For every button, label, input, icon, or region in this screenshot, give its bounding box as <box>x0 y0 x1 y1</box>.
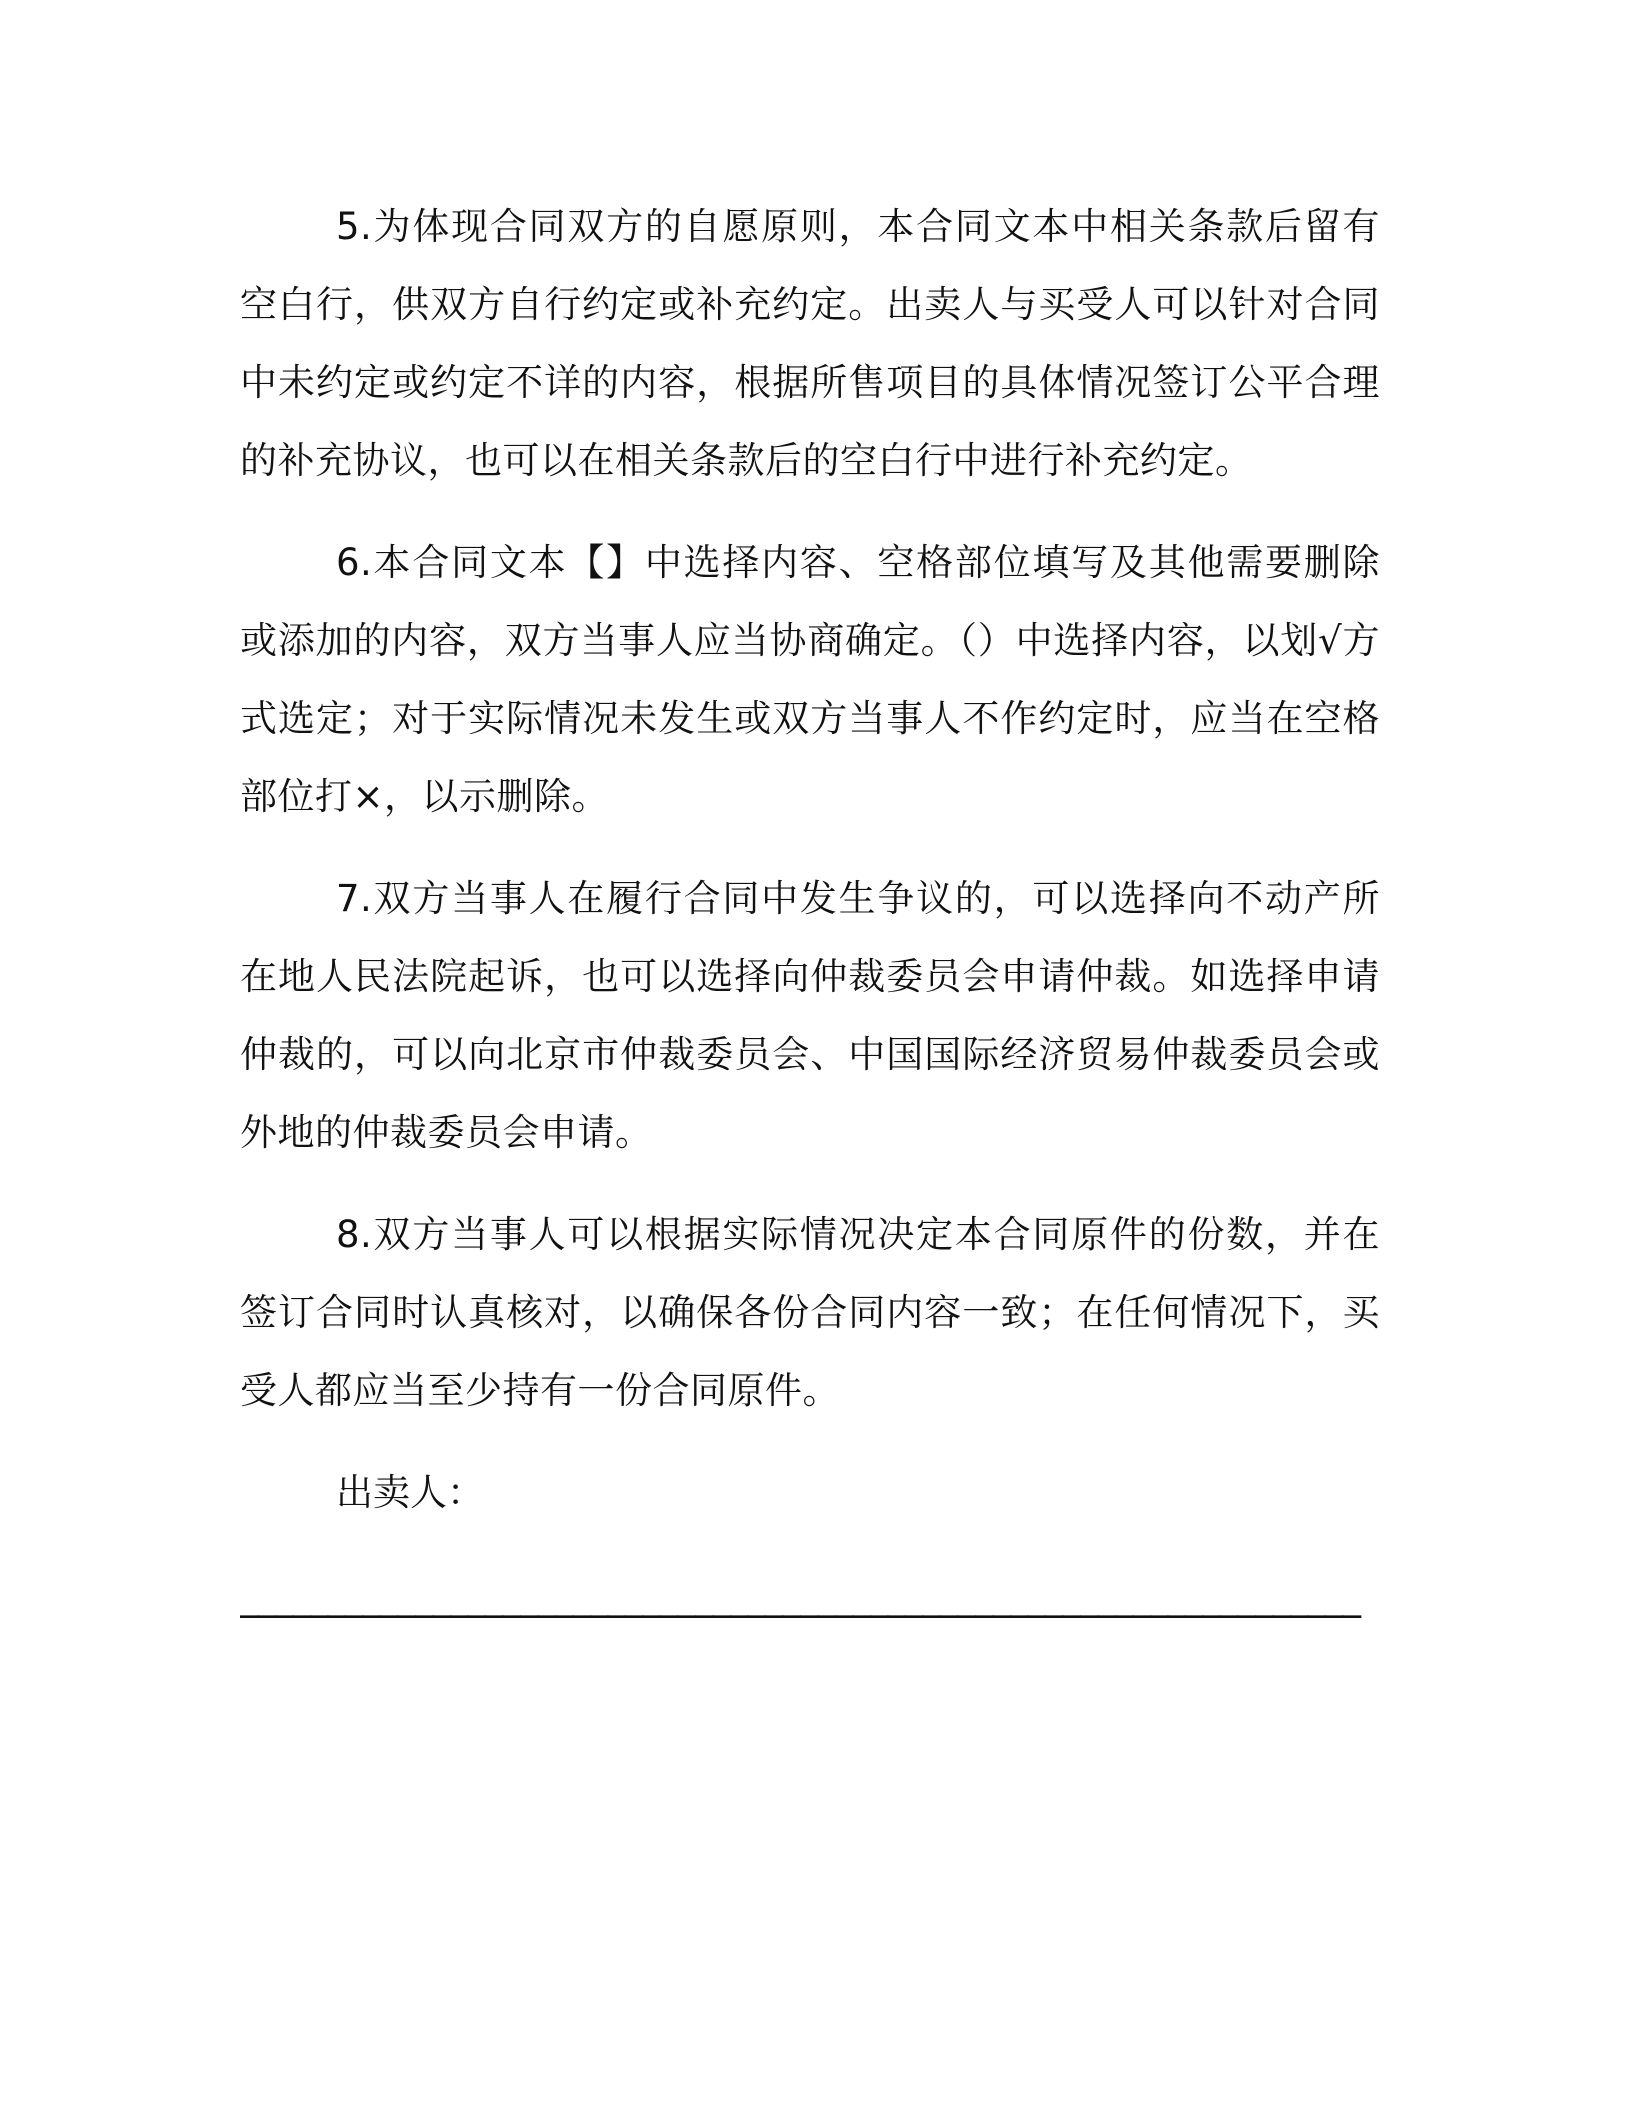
clause-6: 6.本合同文本【】中选择内容、空格部位填写及其他需要删除或添加的内容，双方当事人应当协商确定。（）中选择内容，以划√方式选定；对于实际情况未发生或双方当事人不作约定时，应当在空格部位打×，以示删除。 <box>240 541 1380 818</box>
seller-label: 出卖人： <box>336 1471 484 1514</box>
clause-5: 5.为体现合同双方的自愿原则，本合同文本中相关条款后留有空白行，供双方自行约定或补充约定。出卖人与买受人可以针对合同中未约定或约定不详的内容，根据所售项目的具体情况签订公平合理的补充协议，也可以在相关条款后的空白行中进行补充约定。 <box>240 205 1380 482</box>
clause-7: 7.双方当事人在履行合同中发生争议的，可以选择向不动产所在地人民法院起诉，也可以选择向仲裁委员会申请仲裁。如选择申请仲裁的，可以向北京市仲裁委员会、中国国际经济贸易仲裁委员会或外地的仲裁委员会申请。 <box>240 877 1380 1154</box>
clause-8: 8.双方当事人可以根据实际情况决定本合同原件的份数，并在签订合同时认真核对，以确保各份合同内容一致；在任何情况下，买受人都应当至少持有一份合同原件。 <box>240 1213 1380 1412</box>
document-body <box>240 188 1380 1636</box>
seller-signature-line: ________________________________________________________________ <box>240 1575 1360 1618</box>
